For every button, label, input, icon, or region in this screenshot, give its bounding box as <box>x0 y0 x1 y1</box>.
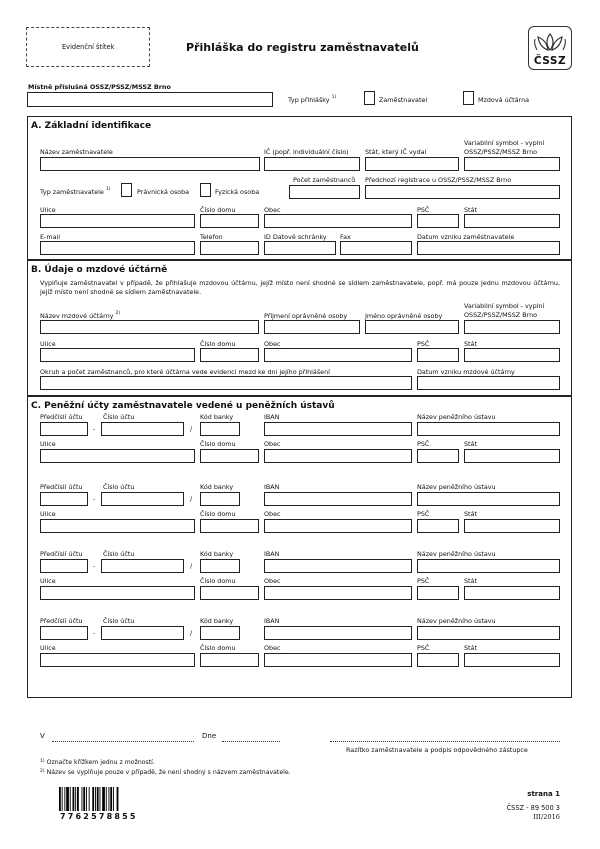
a-street-field[interactable] <box>40 214 195 228</box>
a-street-label: Ulice <box>40 206 56 214</box>
bank-name-label: Název peněžního ústavu <box>417 617 496 625</box>
c-country-field[interactable] <box>464 519 560 533</box>
barcode-bar <box>100 787 101 811</box>
iban-label: IBAN <box>264 617 280 625</box>
ico-label: IČ (popř. individuální číslo) <box>264 148 349 156</box>
phone-field[interactable] <box>200 241 259 255</box>
c-country-field[interactable] <box>464 449 560 463</box>
account-dash: - <box>93 562 96 570</box>
c-street-field[interactable] <box>40 519 195 533</box>
bank-name-field[interactable] <box>417 559 560 573</box>
b-zip-field[interactable] <box>417 348 459 362</box>
bank-slash: / <box>190 425 193 433</box>
a-country-field[interactable] <box>464 214 560 228</box>
c-country-label: Stát <box>464 577 477 585</box>
origin-date-field[interactable] <box>417 241 560 255</box>
prefix-label: Předčíslí účtu <box>40 483 83 491</box>
phone-label: Telefon <box>200 233 223 241</box>
c-country-field[interactable] <box>464 653 560 667</box>
c-zip-label: PSČ <box>417 577 430 585</box>
databox-label: ID Datové schránky <box>264 233 327 241</box>
surname-label: Příjmení oprávněné osoby <box>264 312 348 320</box>
c-country-label: Stát <box>464 440 477 448</box>
barcode-bar <box>82 787 83 811</box>
prefix-label: Předčíslí účtu <box>40 617 83 625</box>
barcode-bar <box>66 787 69 811</box>
b-zip-label: PSČ <box>417 340 430 348</box>
barcode-bar <box>113 787 114 811</box>
iban-field[interactable] <box>264 422 412 436</box>
logo-text: ČSSZ <box>533 55 567 67</box>
account-no-label: Číslo účtu <box>103 413 135 421</box>
barcode-bar <box>110 787 112 811</box>
employer-name-field[interactable] <box>40 157 260 171</box>
account-no-label: Číslo účtu <box>103 617 135 625</box>
iban-label: IBAN <box>264 413 280 421</box>
c-street-field[interactable] <box>40 586 195 600</box>
form-code: ČSSZ - 89 500 3 <box>506 804 560 812</box>
c-zip-field[interactable] <box>417 653 459 667</box>
prefix-field[interactable] <box>40 559 88 573</box>
databox-field[interactable] <box>264 241 336 255</box>
barcode-bar <box>97 787 99 811</box>
prefix-label: Předčíslí účtu <box>40 550 83 558</box>
form-title: Přihláška do registru zaměstnavatelů <box>186 41 419 54</box>
bank-name-label: Název peněžního ústavu <box>417 413 496 421</box>
a-house-no-label: Číslo domu <box>200 206 236 214</box>
c-municipality-field[interactable] <box>264 653 412 667</box>
account-no-field[interactable] <box>101 492 184 506</box>
b-varsym-field[interactable] <box>464 320 560 334</box>
varsym-label-2: OSSZ/PSSZ/MSSZ Brno <box>464 148 538 156</box>
previous-reg-field[interactable] <box>365 185 560 199</box>
c-house-no-field[interactable] <box>200 653 259 667</box>
iban-field[interactable] <box>264 626 412 640</box>
a-municipality-field[interactable] <box>264 214 412 228</box>
account-no-field[interactable] <box>101 559 184 573</box>
section-a-title: A. Základní identifikace <box>31 121 152 131</box>
email-label: E-mail <box>40 233 61 241</box>
c-country-label: Stát <box>464 510 477 518</box>
c-street-label: Ulice <box>40 577 56 585</box>
barcode-bar <box>117 787 119 811</box>
ico-state-field[interactable] <box>365 157 459 171</box>
c-house-no-label: Číslo domu <box>200 644 236 652</box>
origin-date-label: Datum vzniku zaměstnavatele <box>417 233 515 241</box>
account-no-field[interactable] <box>101 422 184 436</box>
account-dash: - <box>93 495 96 503</box>
account-dash: - <box>93 425 96 433</box>
bank-code-field[interactable] <box>200 626 240 640</box>
b-street-label: Ulice <box>40 340 56 348</box>
natural-person-label: Fyzická osoba <box>215 188 260 196</box>
c-house-no-field[interactable] <box>200 449 259 463</box>
prefix-label: Předčíslí účtu <box>40 413 83 421</box>
page-number: strana 1 <box>527 790 560 798</box>
local-office-label: Místně příslušná OSSZ/PSSZ/MSSZ Brno <box>28 83 171 91</box>
stamp-label: Evidenční štítek <box>62 43 115 51</box>
c-country-field[interactable] <box>464 586 560 600</box>
b-country-field[interactable] <box>464 348 560 362</box>
signature-line <box>330 741 560 742</box>
bank-code-label: Kód banky <box>200 483 234 491</box>
previous-reg-label: Předchozí registrace u OSSZ/PSSZ/MSSZ Brno <box>365 176 512 184</box>
iban-label: IBAN <box>264 550 280 558</box>
email-field[interactable] <box>40 241 195 255</box>
c-house-no-label: Číslo domu <box>200 577 236 585</box>
c-street-field[interactable] <box>40 449 195 463</box>
place-line <box>52 741 194 742</box>
varsym-field[interactable] <box>464 157 560 171</box>
c-street-field[interactable] <box>40 653 195 667</box>
legal-person-label: Právnická osoba <box>137 188 190 196</box>
b-house-no-label: Číslo domu <box>200 340 236 348</box>
c-municipality-label: Obec <box>264 510 281 518</box>
natural-person-checkbox[interactable] <box>200 183 211 197</box>
bank-code-label: Kód banky <box>200 617 234 625</box>
barcode-bar <box>70 787 71 811</box>
account-no-label: Číslo účtu <box>103 483 135 491</box>
varsym-label-1: Variabilní symbol - vyplní <box>464 139 545 147</box>
scope-field[interactable] <box>40 376 412 390</box>
c-zip-label: PSČ <box>417 510 430 518</box>
surname-field[interactable] <box>264 320 360 334</box>
barcode-bar <box>86 787 87 811</box>
c-country-label: Stát <box>464 644 477 652</box>
c-zip-label: PSČ <box>417 644 430 652</box>
a-zip-field[interactable] <box>417 214 459 228</box>
employee-count-label: Počet zaměstnanců <box>293 176 356 184</box>
payroll-origin-date-field[interactable] <box>417 376 560 390</box>
c-street-label: Ulice <box>40 440 56 448</box>
bank-name-label: Název peněžního ústavu <box>417 550 496 558</box>
bank-name-field[interactable] <box>417 492 560 506</box>
fax-label: Fax <box>340 233 351 241</box>
iban-label: IBAN <box>264 483 280 491</box>
barcode <box>59 787 139 811</box>
b-municipality-label: Obec <box>264 340 281 348</box>
barcode-number: 7762578855 <box>60 812 138 821</box>
scope-label: Okruh a počet zaměstnanců, pro které účtárna vede evidenci mezd ke dni jejího přihlášení <box>40 368 330 376</box>
ico-state-label: Stát, který IČ vydal <box>365 148 427 156</box>
prefix-field[interactable] <box>40 492 88 506</box>
c-zip-field[interactable] <box>417 586 459 600</box>
c-street-label: Ulice <box>40 510 56 518</box>
first-name-field[interactable] <box>365 320 459 334</box>
b-street-field[interactable] <box>40 348 195 362</box>
employer-name-label: Název zaměstnavatele <box>40 148 113 156</box>
c-house-no-field[interactable] <box>200 519 259 533</box>
c-zip-field[interactable] <box>417 519 459 533</box>
prefix-field[interactable] <box>40 626 88 640</box>
c-zip-field[interactable] <box>417 449 459 463</box>
barcode-bar <box>73 787 75 811</box>
type-employer-checkbox[interactable] <box>364 91 375 105</box>
type-payroll-checkbox[interactable] <box>463 91 474 105</box>
bank-code-label: Kód banky <box>200 550 234 558</box>
stamp-caption: Razítko zaměstnavatele a podpis odpovědného zástupce <box>346 746 528 754</box>
ico-field[interactable] <box>264 157 360 171</box>
date-label: Dne <box>202 732 217 740</box>
fax-field[interactable] <box>340 241 412 255</box>
barcode-bar <box>75 787 76 811</box>
c-house-no-label: Číslo domu <box>200 440 236 448</box>
b-municipality-field[interactable] <box>264 348 412 362</box>
barcode-bar <box>83 787 85 811</box>
a-municipality-label: Obec <box>264 206 281 214</box>
barcode-bar <box>92 787 94 811</box>
b-country-label: Stát <box>464 340 477 348</box>
bank-name-field[interactable] <box>417 422 560 436</box>
footnote-1: $^{1)}$ Označte křížkem jednu z možností. <box>40 759 155 766</box>
b-house-no-field[interactable] <box>200 348 259 362</box>
c-municipality-field[interactable] <box>264 519 412 533</box>
iban-field[interactable] <box>264 559 412 573</box>
legal-person-checkbox[interactable] <box>121 183 132 197</box>
bank-slash: / <box>190 495 193 503</box>
c-municipality-label: Obec <box>264 577 281 585</box>
bank-name-label: Název peněžního ústavu <box>417 483 496 491</box>
iban-field[interactable] <box>264 492 412 506</box>
employer-type-label: Typ zaměstnavatele $^{1)}$ <box>40 187 111 196</box>
b-varsym-label-2: OSSZ/PSSZ/MSSZ Brno <box>464 311 538 319</box>
prefix-field[interactable] <box>40 422 88 436</box>
employee-count-field[interactable] <box>289 185 360 199</box>
type-employer-label: Zaměstnavatel <box>379 96 428 104</box>
b-varsym-label-1: Variabilní symbol - vyplní <box>464 302 545 310</box>
first-name-label: Jméno oprávněné osoby <box>365 312 443 320</box>
c-street-label: Ulice <box>40 644 56 652</box>
c-municipality-field[interactable] <box>264 586 412 600</box>
c-municipality-label: Obec <box>264 644 281 652</box>
payroll-name-field[interactable] <box>40 320 259 334</box>
section-c-title: C. Peněžní účty zaměstnavatele vedené u peněžních ústavů <box>31 401 335 411</box>
account-dash: - <box>93 629 96 637</box>
section-b-title: B. Údaje o mzdové účtárně <box>31 265 168 275</box>
application-type-label: Typ přihlášky $^{1)}$ <box>288 95 337 104</box>
c-municipality-label: Obec <box>264 440 281 448</box>
cssz-logo <box>528 26 572 70</box>
bank-code-field[interactable] <box>200 559 240 573</box>
barcode-bar <box>77 787 79 811</box>
payroll-name-label: Název mzdové účtárny $^{2)}$ <box>40 311 121 320</box>
bank-slash: / <box>190 562 193 570</box>
barcode-bar <box>102 787 105 811</box>
a-country-label: Stát <box>464 206 477 214</box>
c-house-no-label: Číslo domu <box>200 510 236 518</box>
bank-code-field[interactable] <box>200 492 240 506</box>
bank-name-field[interactable] <box>417 626 560 640</box>
barcode-bar <box>95 787 96 811</box>
footnote-2: $^{2)}$ Název se vyplňuje pouze v případě, že není shodný s názvem zaměstnavatele. <box>40 769 291 776</box>
form-version: III/2016 <box>533 813 560 821</box>
local-office-field[interactable] <box>27 92 273 107</box>
place-label: V <box>40 732 45 740</box>
barcode-bar <box>62 787 63 811</box>
c-zip-label: PSČ <box>417 440 430 448</box>
bank-slash: / <box>190 629 193 637</box>
a-zip-label: PSČ <box>417 206 430 214</box>
account-no-field[interactable] <box>101 626 184 640</box>
bank-code-label: Kód banky <box>200 413 234 421</box>
type-payroll-label: Mzdová účtárna <box>478 96 530 104</box>
barcode-bar <box>59 787 61 811</box>
c-house-no-field[interactable] <box>200 586 259 600</box>
barcode-bar <box>106 787 107 811</box>
barcode-bar <box>64 787 65 811</box>
barcode-bar <box>109 787 110 811</box>
bank-code-field[interactable] <box>200 422 240 436</box>
c-municipality-field[interactable] <box>264 449 412 463</box>
payroll-origin-date-label: Datum vzniku mzdové účtárny <box>417 368 515 376</box>
section-b-description: Vyplňuje zaměstnavatel v případě, že přihlašuje mzdovou účtárnu, jejíž místo není shodné se sídlem zaměstnavatele, popř. má pouze jednu mzdovou účtárnu, jejíž místo není shodné se sídlem zaměstnavatele. <box>40 279 560 296</box>
barcode-bar <box>89 787 90 811</box>
date-line <box>222 741 280 742</box>
cssz-flower-icon <box>529 30 571 54</box>
account-no-label: Číslo účtu <box>103 550 135 558</box>
a-house-no-field[interactable] <box>200 214 259 228</box>
